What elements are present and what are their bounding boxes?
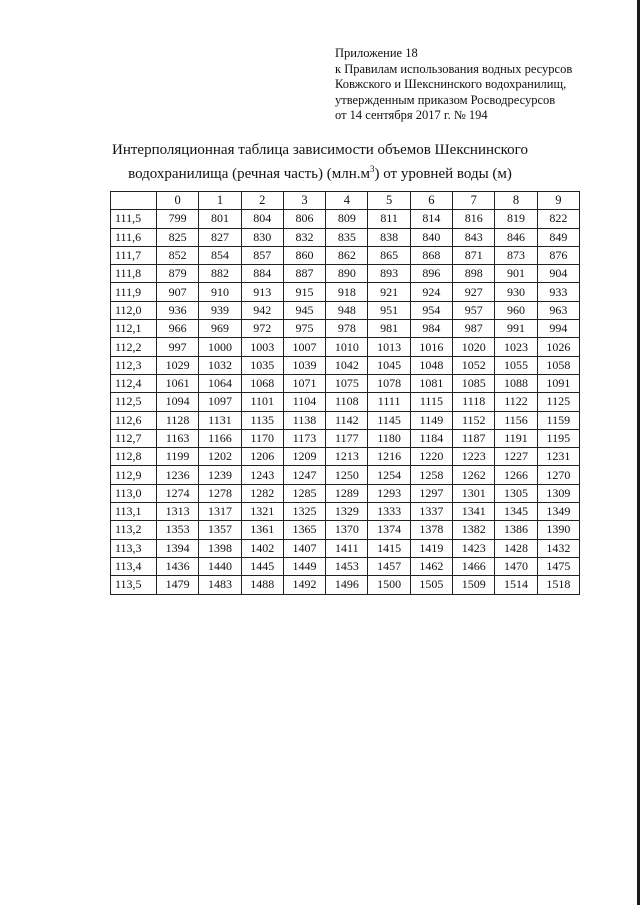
volume-cell: 1449 <box>283 557 325 575</box>
volume-cell: 1187 <box>453 429 495 447</box>
volume-cell: 1202 <box>199 448 241 466</box>
volume-cell: 1254 <box>368 466 410 484</box>
level-cell: 112,7 <box>111 429 157 447</box>
volume-cell: 984 <box>410 320 452 338</box>
volume-cell: 1466 <box>453 557 495 575</box>
volume-cell: 910 <box>199 283 241 301</box>
volume-cell: 1475 <box>537 557 579 575</box>
appendix-line: утвержденным приказом Росводресурсов <box>335 92 556 107</box>
volume-cell: 1115 <box>410 393 452 411</box>
volume-cell: 921 <box>368 283 410 301</box>
volume-cell: 1374 <box>368 521 410 539</box>
table-row <box>111 393 580 411</box>
volume-cell: 915 <box>283 283 325 301</box>
table-header-row <box>111 192 580 210</box>
volume-cell: 1445 <box>241 557 283 575</box>
table-row <box>111 246 580 264</box>
volume-cell: 1470 <box>495 557 537 575</box>
table-row <box>111 338 580 356</box>
document-title <box>90 141 550 184</box>
appendix-line: Приложение 18 <box>335 46 418 60</box>
volume-cell: 1505 <box>410 576 452 594</box>
table-row <box>111 557 580 575</box>
volume-cell: 1432 <box>537 539 579 557</box>
volume-cell: 884 <box>241 265 283 283</box>
volume-cell: 840 <box>410 228 452 246</box>
volume-cell: 1453 <box>326 557 368 575</box>
volume-cell: 1440 <box>199 557 241 575</box>
volume-cell: 957 <box>453 301 495 319</box>
volume-cell: 1386 <box>495 521 537 539</box>
table-row <box>111 320 580 338</box>
volume-cell: 1016 <box>410 338 452 356</box>
volume-cell: 1514 <box>495 576 537 594</box>
header-level-cell <box>111 192 157 210</box>
volume-cell: 1423 <box>453 539 495 557</box>
volume-cell: 882 <box>199 265 241 283</box>
volume-cell: 901 <box>495 265 537 283</box>
volume-cell: 1313 <box>157 503 199 521</box>
volume-cell: 871 <box>453 246 495 264</box>
volume-cell: 1390 <box>537 521 579 539</box>
volume-cell: 1223 <box>453 448 495 466</box>
volume-cell: 1407 <box>283 539 325 557</box>
volume-cell: 1184 <box>410 429 452 447</box>
volume-cell: 969 <box>199 320 241 338</box>
table-row <box>111 356 580 374</box>
volume-cell: 1138 <box>283 411 325 429</box>
volume-cell: 816 <box>453 210 495 228</box>
volume-cell: 1365 <box>283 521 325 539</box>
volume-cell: 1032 <box>199 356 241 374</box>
volume-cell: 1122 <box>495 393 537 411</box>
volume-cell: 954 <box>410 301 452 319</box>
header-digit-cell: 8 <box>495 192 537 210</box>
volume-cell: 1297 <box>410 484 452 502</box>
level-cell: 111,7 <box>111 246 157 264</box>
volume-cell: 1055 <box>495 356 537 374</box>
volume-cell: 1236 <box>157 466 199 484</box>
table-row <box>111 210 580 228</box>
table-row <box>111 283 580 301</box>
appendix-line: к Правилам использования водных ресурсов <box>335 61 573 76</box>
table-row <box>111 448 580 466</box>
volume-cell: 1496 <box>326 576 368 594</box>
volume-cell: 857 <box>241 246 283 264</box>
volume-cell: 1436 <box>157 557 199 575</box>
level-cell: 112,0 <box>111 301 157 319</box>
volume-cell: 1101 <box>241 393 283 411</box>
volume-cell: 1177 <box>326 429 368 447</box>
volume-cell: 1108 <box>326 393 368 411</box>
volume-cell: 843 <box>453 228 495 246</box>
volume-cell: 1152 <box>453 411 495 429</box>
volume-cell: 879 <box>157 265 199 283</box>
volume-cell: 1250 <box>326 466 368 484</box>
title-line-2 <box>90 160 550 184</box>
volume-cell: 1428 <box>495 539 537 557</box>
volume-cell: 1402 <box>241 539 283 557</box>
volume-cell: 1285 <box>283 484 325 502</box>
volume-cell: 1509 <box>453 576 495 594</box>
volume-cell: 1088 <box>495 374 537 392</box>
volume-cell: 1013 <box>368 338 410 356</box>
level-cell: 113,5 <box>111 576 157 594</box>
volume-cell: 1097 <box>199 393 241 411</box>
volume-cell: 1231 <box>537 448 579 466</box>
volume-cell: 1289 <box>326 484 368 502</box>
volume-cell: 907 <box>157 283 199 301</box>
header-digit-cell: 3 <box>283 192 325 210</box>
volume-cell: 1216 <box>368 448 410 466</box>
volume-cell: 1075 <box>326 374 368 392</box>
volume-cell: 1142 <box>326 411 368 429</box>
table-row <box>111 539 580 557</box>
volume-cell: 1329 <box>326 503 368 521</box>
volume-cell: 1262 <box>453 466 495 484</box>
volume-cell: 835 <box>326 228 368 246</box>
volume-cell: 1488 <box>241 576 283 594</box>
volume-cell: 811 <box>368 210 410 228</box>
level-cell: 113,2 <box>111 521 157 539</box>
volume-cell: 991 <box>495 320 537 338</box>
level-cell: 111,6 <box>111 228 157 246</box>
volume-cell: 1170 <box>241 429 283 447</box>
volume-cell: 1159 <box>537 411 579 429</box>
volume-cell: 945 <box>283 301 325 319</box>
table-row <box>111 411 580 429</box>
volume-cell: 1349 <box>537 503 579 521</box>
volume-cell: 1156 <box>495 411 537 429</box>
volume-cell: 1282 <box>241 484 283 502</box>
volume-cell: 1492 <box>283 576 325 594</box>
volume-cell: 1045 <box>368 356 410 374</box>
level-cell: 113,4 <box>111 557 157 575</box>
volume-cell: 1035 <box>241 356 283 374</box>
volume-cell: 1029 <box>157 356 199 374</box>
volume-cell: 1061 <box>157 374 199 392</box>
volume-cell: 1195 <box>537 429 579 447</box>
volume-cell: 854 <box>199 246 241 264</box>
volume-cell: 1085 <box>453 374 495 392</box>
level-cell: 113,0 <box>111 484 157 502</box>
table-row <box>111 521 580 539</box>
volume-cell: 1337 <box>410 503 452 521</box>
volume-cell: 1500 <box>368 576 410 594</box>
volume-cell: 814 <box>410 210 452 228</box>
volume-cell: 939 <box>199 301 241 319</box>
level-cell: 112,2 <box>111 338 157 356</box>
volume-cell: 1353 <box>157 521 199 539</box>
level-cell: 113,1 <box>111 503 157 521</box>
volume-cell: 1058 <box>537 356 579 374</box>
volume-cell: 898 <box>453 265 495 283</box>
volume-cell: 994 <box>537 320 579 338</box>
header-digit-cell: 7 <box>453 192 495 210</box>
header-digit-cell: 0 <box>157 192 199 210</box>
table-row <box>111 576 580 594</box>
volume-cell: 1071 <box>283 374 325 392</box>
appendix-line: от 14 сентября 2017 г. № 194 <box>335 108 488 122</box>
volume-cell: 887 <box>283 265 325 283</box>
volume-cell: 1419 <box>410 539 452 557</box>
volume-cell: 1370 <box>326 521 368 539</box>
volume-cell: 806 <box>283 210 325 228</box>
volume-cell: 1361 <box>241 521 283 539</box>
level-cell: 112,4 <box>111 374 157 392</box>
volume-cell: 1173 <box>283 429 325 447</box>
volume-cell: 904 <box>537 265 579 283</box>
volume-cell: 1239 <box>199 466 241 484</box>
volume-cell: 838 <box>368 228 410 246</box>
volume-cell: 1166 <box>199 429 241 447</box>
table-body <box>111 210 580 594</box>
volume-cell: 1378 <box>410 521 452 539</box>
volume-cell: 1270 <box>537 466 579 484</box>
volume-cell: 997 <box>157 338 199 356</box>
volume-cell: 1309 <box>537 484 579 502</box>
volume-cell: 1206 <box>241 448 283 466</box>
volume-cell: 1094 <box>157 393 199 411</box>
volume-cell: 868 <box>410 246 452 264</box>
volume-cell: 948 <box>326 301 368 319</box>
volume-cell: 825 <box>157 228 199 246</box>
header-digit-cell: 5 <box>368 192 410 210</box>
volume-cell: 913 <box>241 283 283 301</box>
volume-cell: 876 <box>537 246 579 264</box>
title-line-1: Интерполяционная таблица зависимости объемов Шекснинского <box>112 142 528 158</box>
volume-cell: 1258 <box>410 466 452 484</box>
volume-cell: 1191 <box>495 429 537 447</box>
volume-cell: 822 <box>537 210 579 228</box>
volume-cell: 1003 <box>241 338 283 356</box>
volume-cell: 1039 <box>283 356 325 374</box>
volume-cell: 1007 <box>283 338 325 356</box>
volume-cell: 1457 <box>368 557 410 575</box>
level-cell: 112,3 <box>111 356 157 374</box>
volume-cell: 1052 <box>453 356 495 374</box>
table-row <box>111 228 580 246</box>
volume-cell: 804 <box>241 210 283 228</box>
table-row <box>111 466 580 484</box>
level-cell: 112,9 <box>111 466 157 484</box>
volume-cell: 918 <box>326 283 368 301</box>
volume-cell: 936 <box>157 301 199 319</box>
volume-cell: 1000 <box>199 338 241 356</box>
volume-cell: 1398 <box>199 539 241 557</box>
volume-cell: 1293 <box>368 484 410 502</box>
volume-cell: 978 <box>326 320 368 338</box>
volume-cell: 1081 <box>410 374 452 392</box>
volume-cell: 1125 <box>537 393 579 411</box>
volume-cell: 1104 <box>283 393 325 411</box>
level-cell: 112,1 <box>111 320 157 338</box>
header-digit-cell: 1 <box>199 192 241 210</box>
volume-cell: 1078 <box>368 374 410 392</box>
level-cell: 111,5 <box>111 210 157 228</box>
volume-cell: 893 <box>368 265 410 283</box>
volume-cell: 1317 <box>199 503 241 521</box>
volume-cell: 1274 <box>157 484 199 502</box>
volume-cell: 1026 <box>537 338 579 356</box>
volume-cell: 1479 <box>157 576 199 594</box>
volume-cell: 972 <box>241 320 283 338</box>
volume-cell: 1209 <box>283 448 325 466</box>
volume-cell: 1064 <box>199 374 241 392</box>
volume-cell: 975 <box>283 320 325 338</box>
volume-cell: 930 <box>495 283 537 301</box>
volume-cell: 942 <box>241 301 283 319</box>
volume-cell: 1333 <box>368 503 410 521</box>
level-cell: 113,3 <box>111 539 157 557</box>
title-superscript: 3 <box>370 164 375 174</box>
volume-cell: 1325 <box>283 503 325 521</box>
volume-cell: 1135 <box>241 411 283 429</box>
volume-cell: 927 <box>453 283 495 301</box>
volume-cell: 981 <box>368 320 410 338</box>
volume-cell: 832 <box>283 228 325 246</box>
volume-cell: 849 <box>537 228 579 246</box>
volume-cell: 1301 <box>453 484 495 502</box>
volume-cell: 1345 <box>495 503 537 521</box>
volume-cell: 1213 <box>326 448 368 466</box>
header-digit-cell: 6 <box>410 192 452 210</box>
volume-cell: 801 <box>199 210 241 228</box>
table-row <box>111 503 580 521</box>
volume-cell: 1128 <box>157 411 199 429</box>
volume-cell: 846 <box>495 228 537 246</box>
volume-cell: 830 <box>241 228 283 246</box>
volume-cell: 860 <box>283 246 325 264</box>
volume-cell: 1305 <box>495 484 537 502</box>
volume-cell: 1111 <box>368 393 410 411</box>
volume-cell: 809 <box>326 210 368 228</box>
volume-cell: 1042 <box>326 356 368 374</box>
volume-cell: 873 <box>495 246 537 264</box>
level-cell: 111,9 <box>111 283 157 301</box>
appendix-line: Ковжского и Шекснинского водохранилищ, <box>335 77 567 91</box>
volume-cell: 1411 <box>326 539 368 557</box>
volume-cell: 1247 <box>283 466 325 484</box>
volume-cell: 951 <box>368 301 410 319</box>
volume-cell: 966 <box>157 320 199 338</box>
volume-cell: 1266 <box>495 466 537 484</box>
volume-cell: 862 <box>326 246 368 264</box>
volume-cell: 827 <box>199 228 241 246</box>
table-row <box>111 265 580 283</box>
title-line-2-end: ) от уровней воды (м) <box>374 166 512 182</box>
volume-cell: 1048 <box>410 356 452 374</box>
volume-cell: 1020 <box>453 338 495 356</box>
volume-cell: 1199 <box>157 448 199 466</box>
volume-cell: 1394 <box>157 539 199 557</box>
header-digit-cell: 2 <box>241 192 283 210</box>
volume-cell: 1483 <box>199 576 241 594</box>
level-cell: 112,5 <box>111 393 157 411</box>
volume-cell: 1180 <box>368 429 410 447</box>
table-row <box>111 429 580 447</box>
volume-cell: 1462 <box>410 557 452 575</box>
volume-cell: 1341 <box>453 503 495 521</box>
volume-cell: 799 <box>157 210 199 228</box>
volume-cell: 1321 <box>241 503 283 521</box>
volume-cell: 1068 <box>241 374 283 392</box>
volume-cell: 1227 <box>495 448 537 466</box>
appendix-header <box>335 46 572 124</box>
volume-cell: 1357 <box>199 521 241 539</box>
volume-cell: 819 <box>495 210 537 228</box>
volume-cell: 1145 <box>368 411 410 429</box>
volume-cell: 1118 <box>453 393 495 411</box>
volume-cell: 865 <box>368 246 410 264</box>
volume-cell: 1149 <box>410 411 452 429</box>
volume-cell: 960 <box>495 301 537 319</box>
header-digit-cell: 4 <box>326 192 368 210</box>
volume-cell: 852 <box>157 246 199 264</box>
level-cell: 112,8 <box>111 448 157 466</box>
header-digit-cell: 9 <box>537 192 579 210</box>
volume-cell: 924 <box>410 283 452 301</box>
volume-cell: 1243 <box>241 466 283 484</box>
volume-cell: 896 <box>410 265 452 283</box>
volume-cell: 1010 <box>326 338 368 356</box>
volume-cell: 1131 <box>199 411 241 429</box>
table-row <box>111 484 580 502</box>
volume-cell: 963 <box>537 301 579 319</box>
table-row <box>111 374 580 392</box>
volume-cell: 1382 <box>453 521 495 539</box>
level-cell: 112,6 <box>111 411 157 429</box>
volume-cell: 1518 <box>537 576 579 594</box>
volume-table <box>110 191 580 595</box>
table-row <box>111 301 580 319</box>
volume-cell: 987 <box>453 320 495 338</box>
volume-cell: 1278 <box>199 484 241 502</box>
volume-cell: 1091 <box>537 374 579 392</box>
title-line-2-start: водохранилища (речная часть) (млн.м <box>128 166 370 182</box>
level-cell: 111,8 <box>111 265 157 283</box>
volume-cell: 1023 <box>495 338 537 356</box>
volume-cell: 890 <box>326 265 368 283</box>
volume-cell: 1220 <box>410 448 452 466</box>
volume-cell: 1163 <box>157 429 199 447</box>
volume-cell: 1415 <box>368 539 410 557</box>
volume-cell: 933 <box>537 283 579 301</box>
